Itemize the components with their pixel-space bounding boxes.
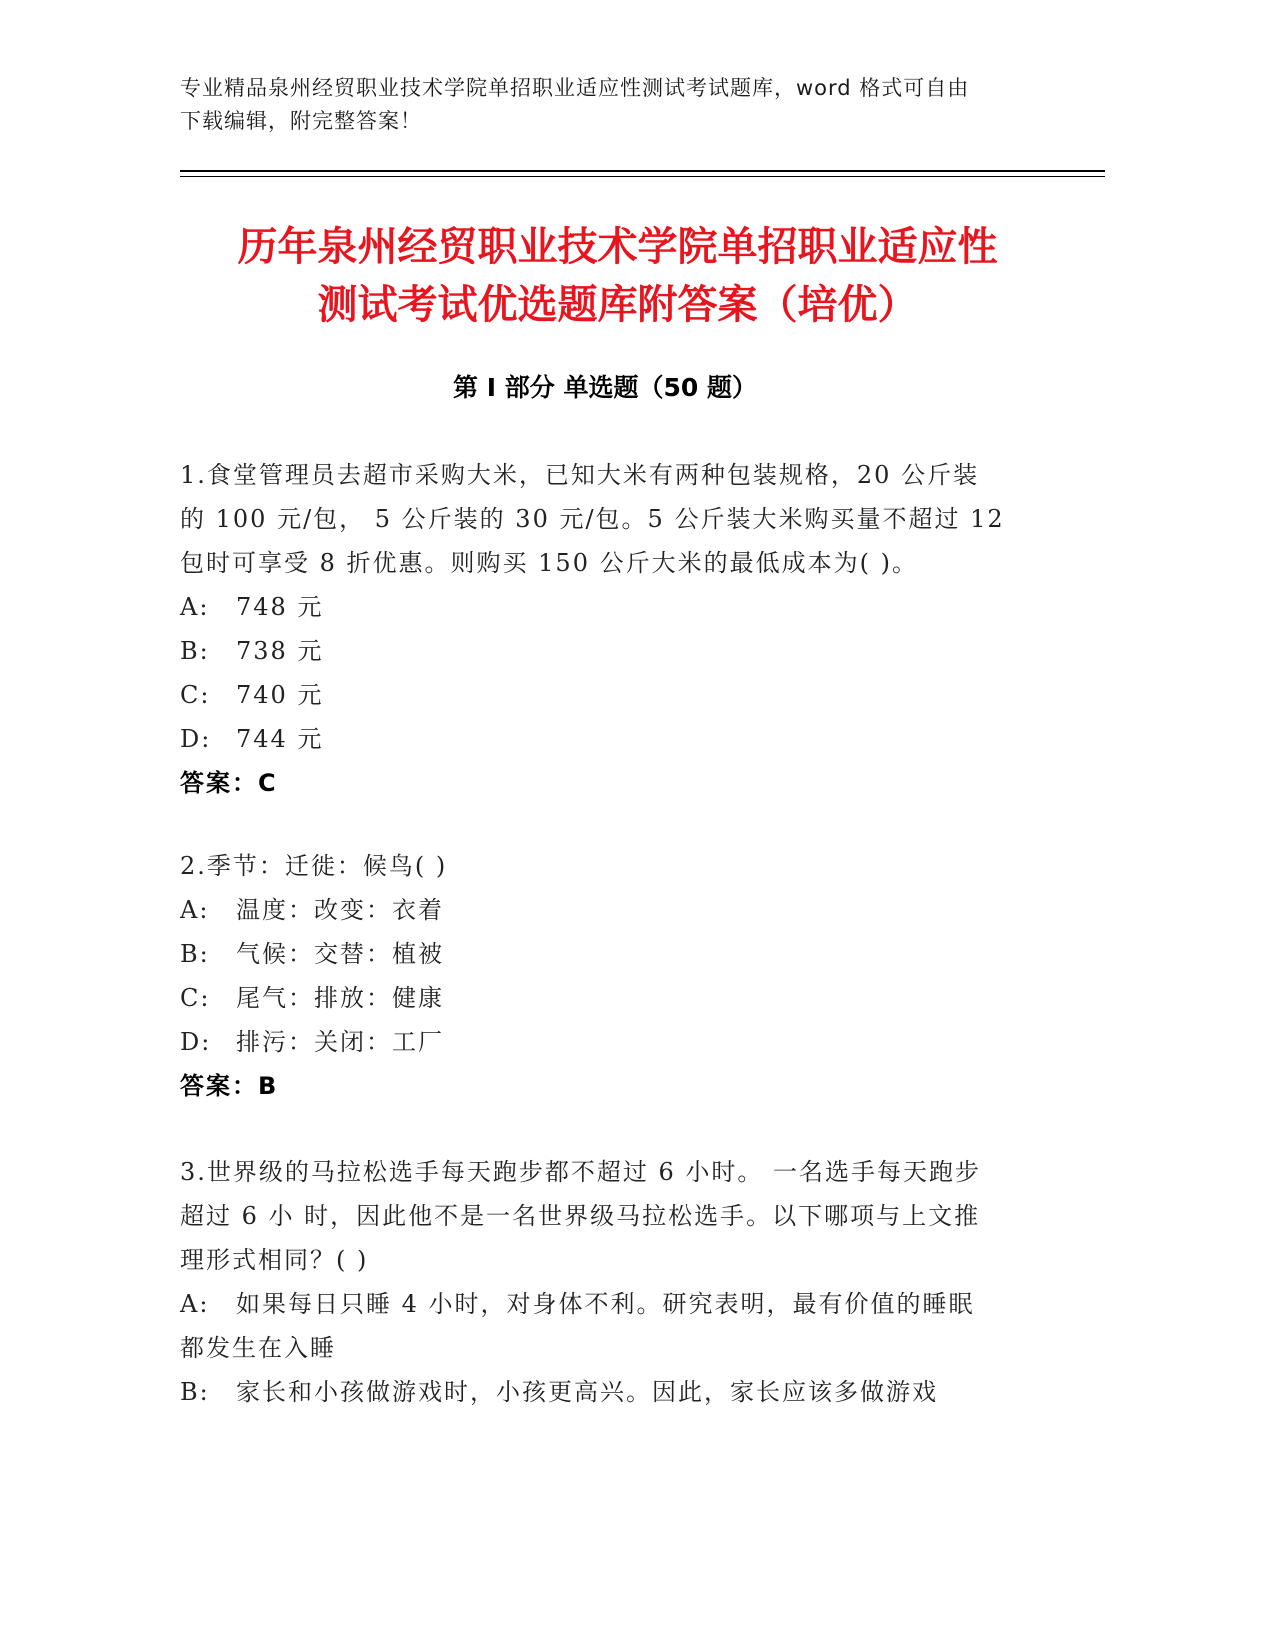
option-text: 温度：改变：衣着 — [236, 896, 444, 924]
document-title — [160, 218, 1075, 334]
option-letter: C: — [180, 681, 211, 709]
option-a — [180, 585, 1040, 629]
question-block — [180, 1150, 1040, 1414]
option-a — [180, 888, 1040, 932]
option-a — [180, 1282, 1040, 1326]
option-text: 如果每日只睡 4 小时，对身体不利。研究表明，最有价值的睡眠 — [236, 1290, 975, 1318]
question-stem-line: 1.食堂管理员去超市采购大米，已知大米有两种包装规格，20 公斤装 — [180, 461, 980, 489]
header-note-line: 下载编辑，附完整答案！ — [180, 109, 422, 133]
question-stem-line: 包时可享受 8 折优惠。则购买 150 公斤大米的最低成本为( )。 — [180, 549, 918, 577]
question-stem-line: 理形式相同？( ) — [180, 1246, 369, 1274]
option-text: 748 元 — [236, 593, 324, 621]
question-stem-line: 2.季节：迁徙：候鸟( ) — [180, 852, 448, 880]
option-text: 尾气：排放：健康 — [236, 984, 444, 1012]
option-letter: A: — [180, 1290, 210, 1318]
header-divider-thin — [180, 176, 1105, 177]
question-block — [180, 453, 1040, 805]
option-text: 744 元 — [236, 725, 324, 753]
title-line: 历年泉州经贸职业技术学院单招职业适应性 — [237, 224, 998, 270]
option-letter: B: — [180, 940, 210, 968]
option-b — [180, 629, 1040, 673]
option-text: 740 元 — [236, 681, 324, 709]
option-letter: B: — [180, 637, 210, 665]
question-block — [180, 844, 1040, 1108]
header-divider-thick — [180, 170, 1105, 172]
option-text: 排污：关闭：工厂 — [236, 1028, 444, 1056]
header-note — [180, 72, 1060, 138]
option-letter: C: — [180, 984, 211, 1012]
question-stem-line: 超过 6 小 时，因此他不是一名世界级马拉松选手。以下哪项与上文推 — [180, 1202, 981, 1230]
option-b — [180, 932, 1040, 976]
option-text: 738 元 — [236, 637, 324, 665]
option-text-continuation: 都发生在入睡 — [180, 1334, 336, 1362]
option-letter: A: — [180, 896, 210, 924]
option-letter: B: — [180, 1378, 210, 1406]
option-text: 家长和小孩做游戏时，小孩更高兴。因此，家长应该多做游戏 — [236, 1378, 938, 1406]
option-d — [180, 717, 1040, 761]
option-letter: D: — [180, 725, 212, 753]
question-stem-line: 3.世界级的马拉松选手每天跑步都不超过 6 小时。 一名选手每天跑步 — [180, 1158, 982, 1186]
header-note-line: 专业精品泉州经贸职业技术学院单招职业适应性测试考试题库，word 格式可自由 — [180, 76, 970, 100]
option-letter: D: — [180, 1028, 212, 1056]
title-line: 测试考试优选题库附答案（培优） — [317, 282, 918, 328]
option-d — [180, 1020, 1040, 1064]
option-b — [180, 1370, 1040, 1414]
option-letter: A: — [180, 593, 210, 621]
section-heading: 第 I 部分 单选题（50 题） — [453, 373, 757, 402]
option-c — [180, 673, 1040, 717]
option-text: 气候：交替：植被 — [236, 940, 444, 968]
question-stem-line: 的 100 元/包， 5 公斤装的 30 元/包。5 公斤装大米购买量不超过 12 — [180, 505, 1005, 533]
answer-line: 答案：B — [180, 1072, 279, 1100]
option-c — [180, 976, 1040, 1020]
answer-line: 答案：C — [180, 769, 278, 797]
